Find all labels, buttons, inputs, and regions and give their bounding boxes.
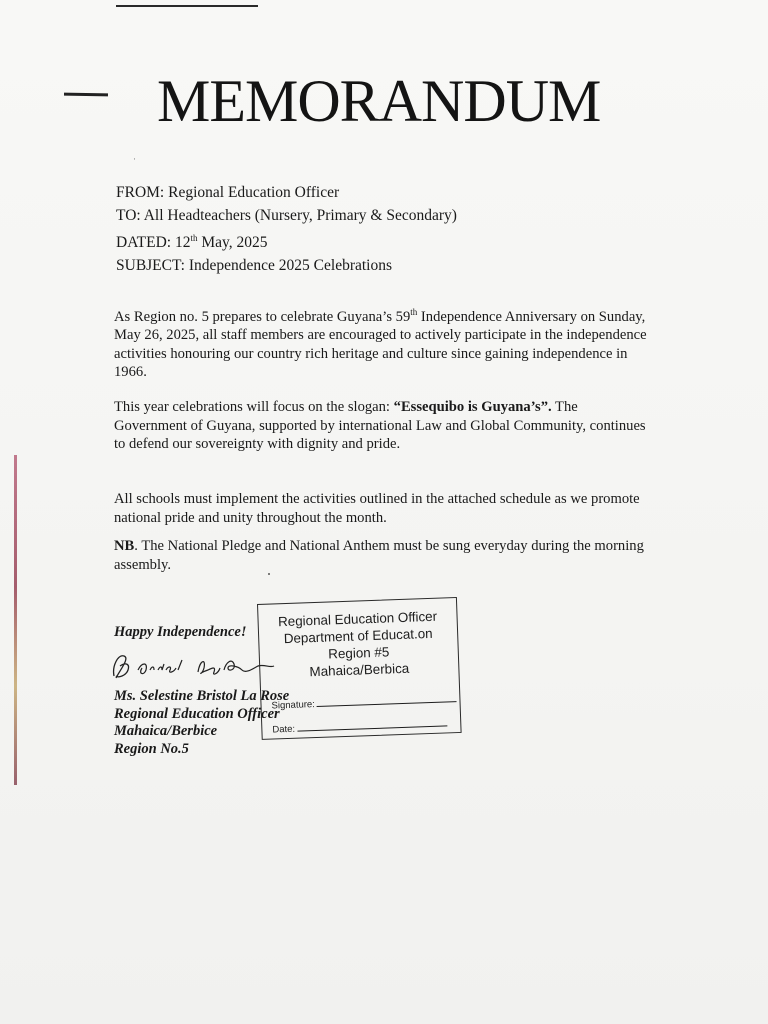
dated-label: DATED: [116,234,172,252]
paragraph1-sup: th [410,307,418,317]
paper-speck: · [133,154,136,164]
from-label: FROM: [116,184,165,201]
stamp-signature-label: Signature: [271,699,316,712]
ink-dot [268,573,270,575]
from-line [116,182,457,205]
note-text: . The National Pledge and National Anthem must be sung everyday during the morning assembly. [114,538,644,573]
paragraph1-part2: Independence Anniversary on Sunday, May 26, 2025, all staff members are encouraged to actively participate in the independence activities honouring our country rich heritage and culture since gaining independence in 1966. [114,308,647,381]
stamp-line-4: Mahaica/Berbica [309,660,410,680]
stamp-line-1: Regional Education Officer [277,608,438,630]
signatory-title: Regional Education Officer [114,705,280,722]
page-edge-mark [14,455,17,785]
paragraph1-part1: As Region no. 5 prepares to celebrate Guyana’s 59 [114,308,411,325]
to-label: TO: [116,206,141,224]
subject-line [116,255,457,278]
subject-value: Independence 2025 Celebrations [188,256,393,274]
stamp-date-label: Date: [272,723,296,736]
closing-text: Happy Independence! [114,624,247,640]
handwritten-signature [108,648,278,684]
paragraph-slogan [114,398,654,454]
note-label: NB [114,538,135,554]
dated-line [116,227,457,255]
paragraph-anniversary [114,303,654,382]
signatory-region: Region No.5 [114,740,189,757]
subject-label: SUBJECT: [116,256,185,274]
stamp-line-3: Region #5 [327,644,390,662]
to-line [116,205,457,228]
paragraph2-part1: This year celebrations will focus on the slogan: [114,399,394,415]
memo-header [116,182,457,277]
dated-suffix: th [190,233,198,243]
office-stamp [257,597,462,740]
from-value: Regional Education Officer [168,184,340,201]
stamp-line-2: Department of Educat.on [283,625,433,647]
stamp-signature-field [271,694,457,711]
paragraph2-part2: The Government of Guyana, supported by international Law and Global Community, continues to defend our sovereignty with dignity and pride. [114,399,646,452]
signatory-location: Mahaica/Berbice [114,723,218,739]
margin-dash [64,93,108,97]
paragraph-note [114,537,654,574]
slogan-text: “Essequibo is Guyana’s”. [393,399,552,415]
top-rule [116,5,258,7]
signatory-name: Ms. Selestine Bristol La Rose [114,688,290,704]
to-value: All Headteachers (Nursery, Primary & Secondary) [143,206,457,224]
dated-day: 12 [174,234,191,252]
memo-title: MEMORANDUM [157,68,601,134]
paragraph-schedule: All schools must implement the activities outlined in the attached schedule as we promote national pride and unity throughout the month. [114,491,640,526]
stamp-date-field [272,718,447,735]
dated-rest: May, 2025 [201,234,268,252]
